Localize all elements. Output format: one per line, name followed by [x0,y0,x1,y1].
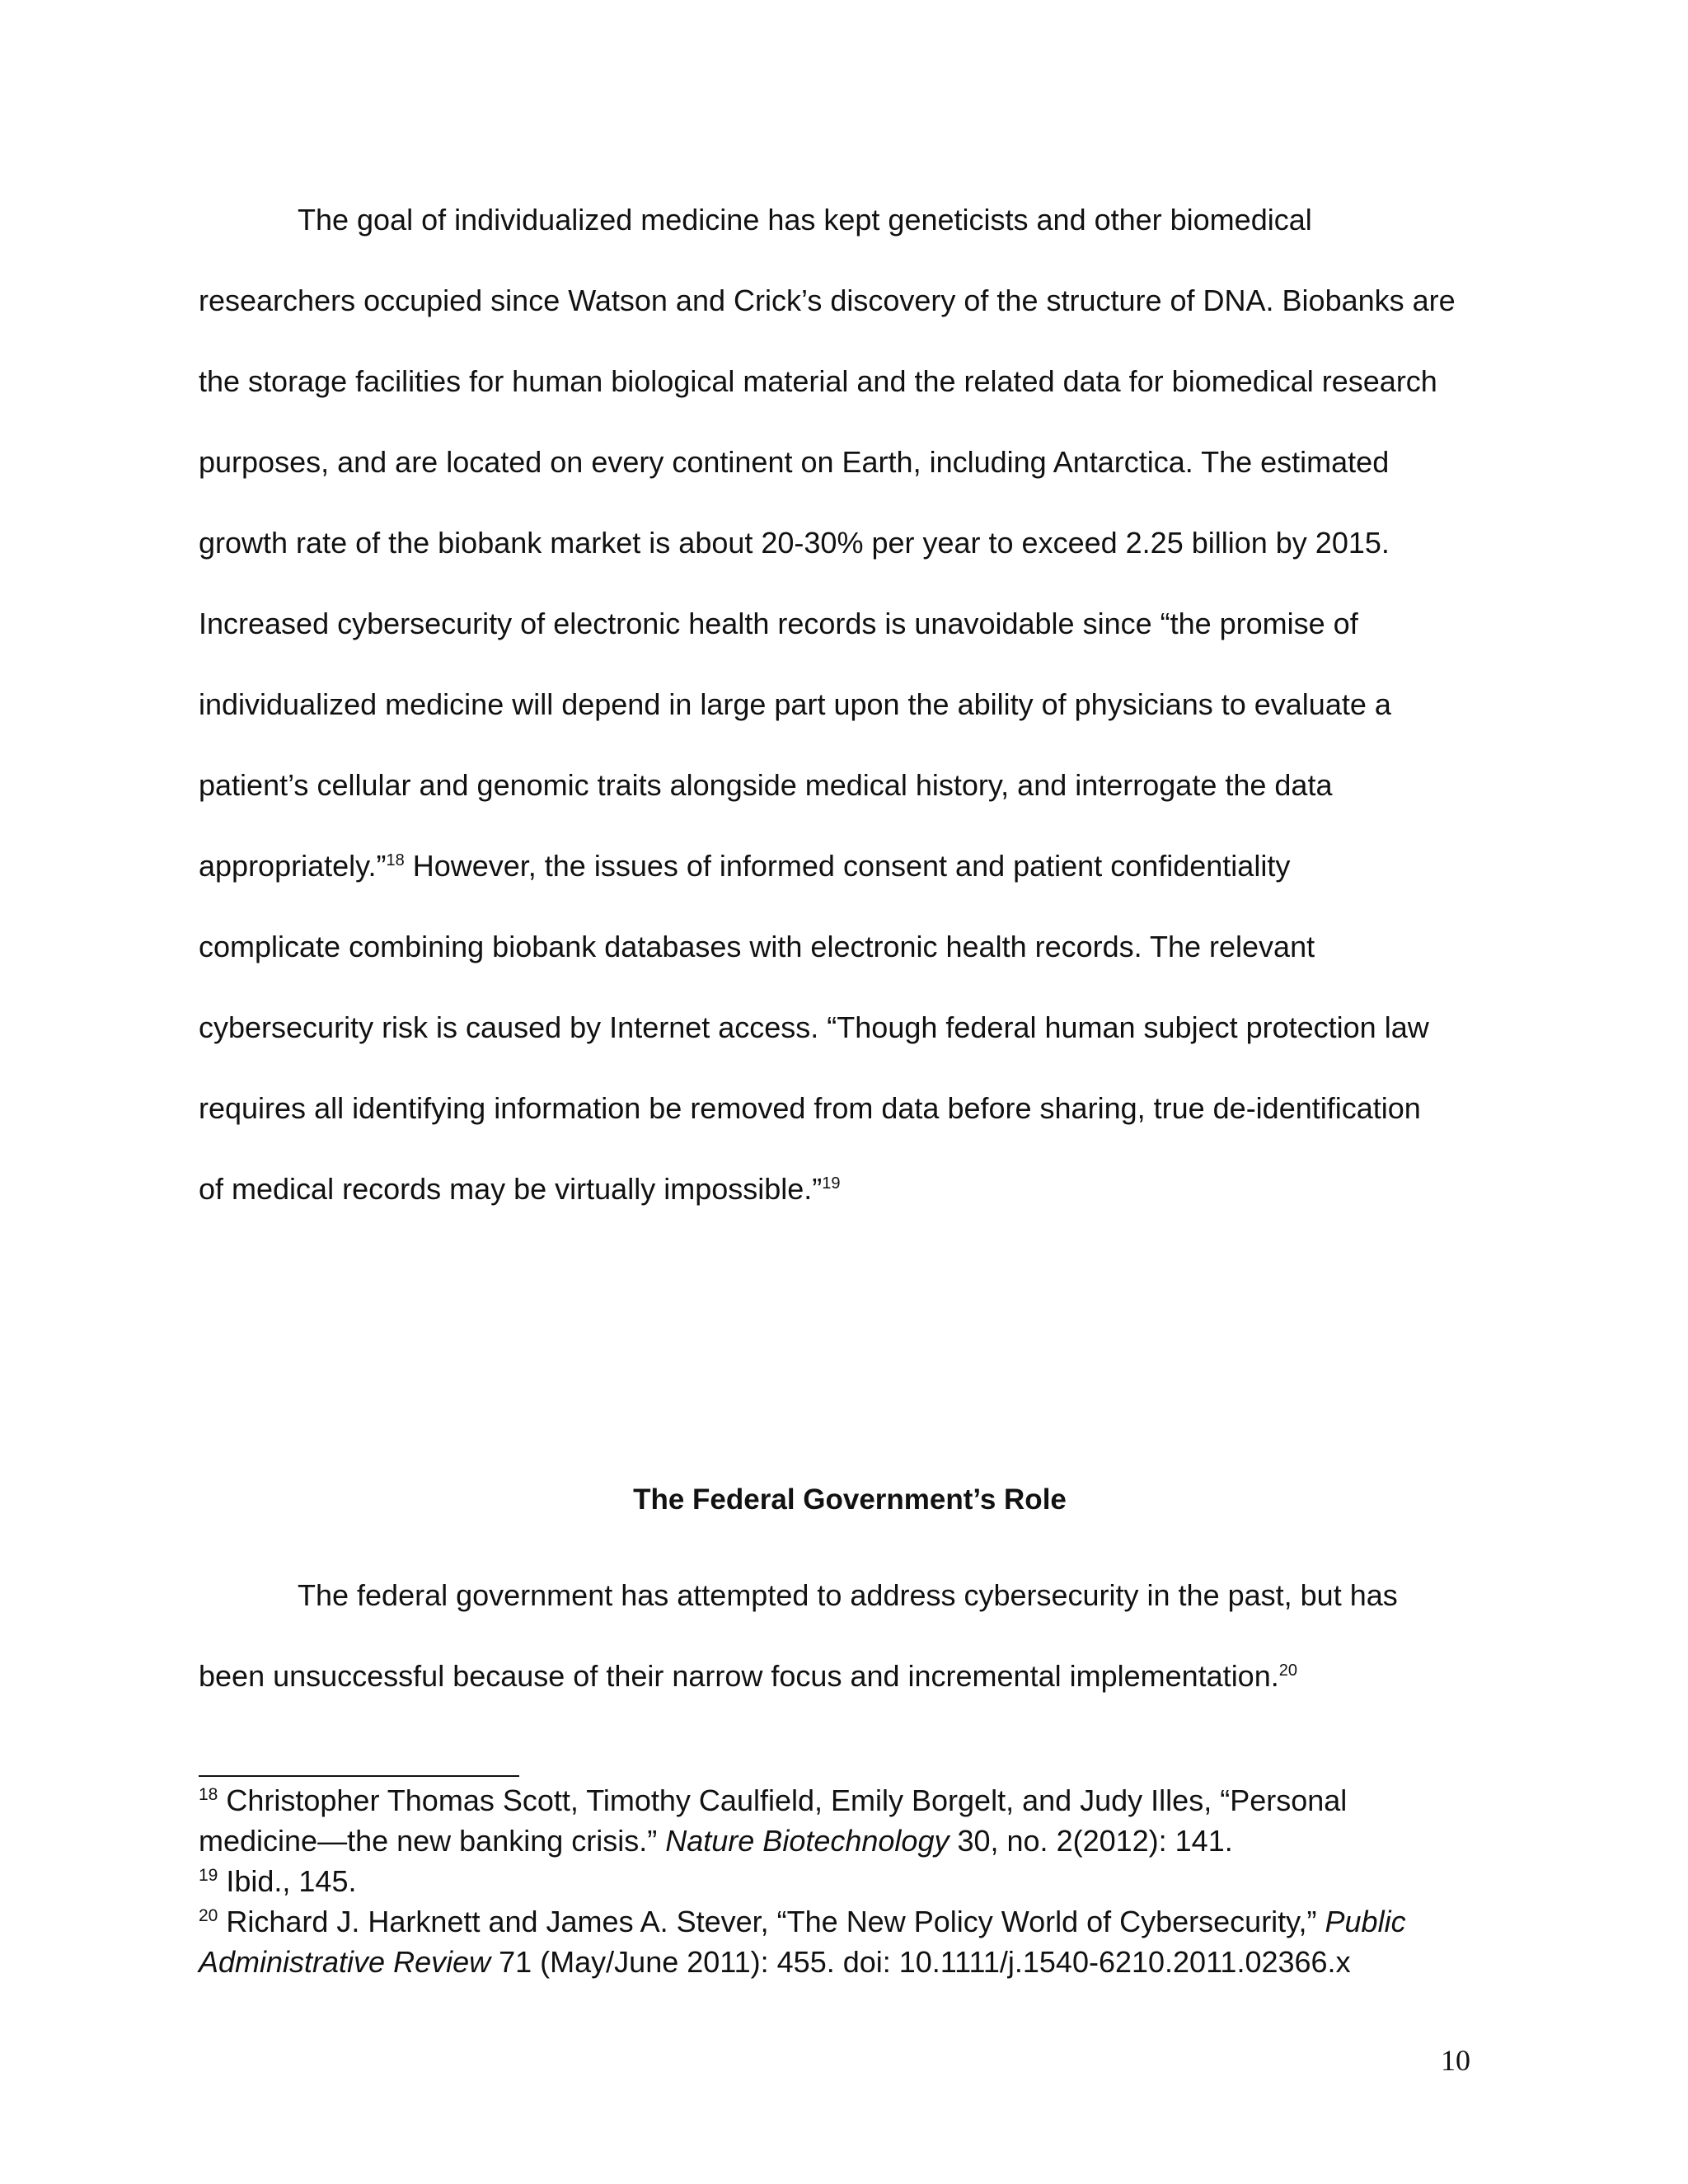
line-text: of medical records may be virtually impossible.” [199,1172,823,1206]
paragraph-line: complicate combining biobank databases with electronic health records. The relevant [199,930,1315,963]
footnote-18 [199,1780,1501,1821]
footnote-text: Ibid., 145. [218,1864,357,1898]
paragraph-line: Increased cybersecurity of electronic health records is unavoidable since “the promise of [199,607,1358,640]
body-paragraph-1 [199,180,1501,1230]
line-text: been unsuccessful because of their narrow focus and incremental implementation. [199,1659,1279,1693]
footnote-20 [199,1901,1501,1942]
footnotes [199,1780,1501,1982]
page-number: 10 [1441,2044,1470,2077]
footnote-text: 30, no. 2(2012): 141. [949,1824,1233,1858]
footnote-text: 71 (May/June 2011): 455. doi: 10.1111/j.1540-6210.2011.02366.x [490,1945,1351,1979]
paragraph-line [199,1636,1501,1717]
paragraph-line: The federal government has attempted to address cybersecurity in the past, but has [298,1578,1398,1612]
line-text: However, the issues of informed consent and patient confidentiality [404,849,1291,883]
paragraph-line: The goal of individualized medicine has kept geneticists and other biomedical [298,203,1312,237]
footnote-20-continued [199,1942,1501,1982]
paragraph-line: patient’s cellular and genomic traits alongside medical history, and interrogate the data [199,768,1333,802]
paragraph-line: purposes, and are located on every continent on Earth, including Antarctica. The estimated [199,445,1390,479]
paragraph-line: researchers occupied since Watson and Crick’s discovery of the structure of DNA. Biobanks are [199,284,1456,317]
paragraph-line: requires all identifying information be removed from data before sharing, true de-identification [199,1091,1421,1125]
paragraph-line [199,826,1501,907]
footnote-19 [199,1861,1501,1901]
paragraph-line: individualized medicine will depend in large part upon the ability of physicians to evaluate a [199,687,1391,721]
footnote-number: 18 [199,1785,218,1804]
footnote-separator [199,1775,519,1777]
footnote-reference-20[interactable]: 20 [1278,1661,1297,1680]
footnote-text: Christopher Thomas Scott, Timothy Caulfield, Emily Borgelt, and Judy Illes, “Personal [218,1783,1348,1817]
footnote-reference-18[interactable]: 18 [386,851,405,869]
footnote-reference-19[interactable]: 19 [822,1174,841,1193]
paragraph-line: cybersecurity risk is caused by Internet access. “Though federal human subject protection law [199,1010,1429,1044]
journal-title: Nature Biotechnology [665,1824,950,1858]
paragraph-line [199,1149,1501,1230]
journal-title: Public [1325,1905,1406,1938]
footnote-number: 19 [199,1866,218,1885]
body-paragraph-2 [199,1555,1501,1717]
footnote-number: 20 [199,1906,218,1925]
footnote-18-continued [199,1821,1501,1861]
footnote-text: Richard J. Harknett and James A. Stever, “The New Policy World of Cybersecurity,” [218,1905,1325,1938]
journal-title: Administrative Review [199,1945,491,1979]
paragraph-line: growth rate of the biobank market is about 20-30% per year to exceed 2.25 billion by 2015. [199,526,1390,560]
section-heading: The Federal Government’s Role [633,1483,1067,1516]
line-text: appropriately.” [199,849,387,883]
footnote-text: medicine—the new banking crisis.” [199,1824,666,1858]
paragraph-line: the storage facilities for human biological material and the related data for biomedical research [199,364,1437,398]
